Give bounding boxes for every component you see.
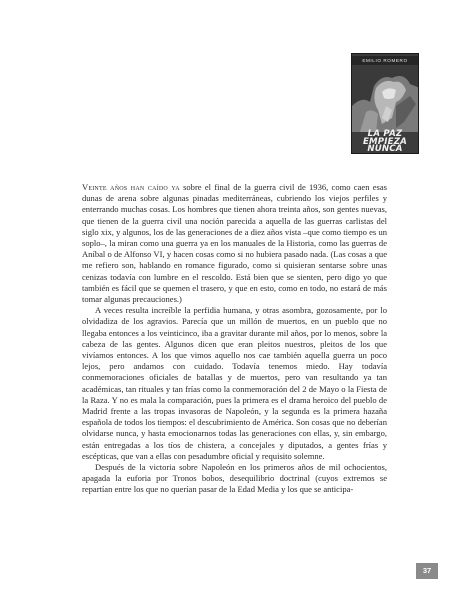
cover-title-line: EMPIEZA <box>362 136 408 147</box>
cover-author: EMILIO ROMERO <box>352 56 418 65</box>
cover-title <box>352 131 418 154</box>
book-cover-image <box>351 53 419 154</box>
cover-title-line: NUNCA <box>367 144 403 154</box>
paragraph: Después de la victoria sobre Napoleón en los primeros años de mil ochocientos, apagada la euforia por Tronos bobos, desequilibrio doctrinal (cuyos extremos se repartían entre los que no querían pasar de la Edad Media y los que se anticipa- <box>82 462 387 495</box>
body-text <box>82 182 387 496</box>
page-number: 37 <box>416 563 438 579</box>
paragraph: A veces resulta increíble la perfidia humana, y otras asombra, gozosamente, por lo olvidadiza de los agravios. Parecía que un millón de muertos, en un pueblo que no llegaba entonces a los veinticinco, iba a gravitar durante mil años, por lo menos, sobre la cabeza de las gentes. Algunos dicen que eran pleitos nuestros, pleitos de los que vivíamos entonces. A los que vimos aquello nos cae también aquella guerra un poco lejos, pero andamos con cuidado. Todavía tenemos miedo. Hay todavía conmemoraciones oficiales de batallas y de muertos, pero van resultando ya tan académicas, tan rituales y tan frías como la conmemoración del 2 de Mayo o la Fiesta de la Raza. Y no es mala la comparación, pues la primera es el drama heroico del pueblo de Madrid frente a las tropas invasoras de Napoleón, y la segunda es la primera hazaña española de todos los tiempos: el descubrimiento de América. Son cosas que no deberían olvidarse nunca, y hasta emocionarnos todas las generaciones con ellas, y, sin embargo, están entregadas a los tíos de chistera, a concejales y diputados, a gentes frías y escépticas, que van a ellas con pesadumbre oficial y requisito solemne. <box>82 305 387 461</box>
paragraph-text: sobre el final de la guerra civil de 1936, como caen esas dunas de arena sobre algunas pinadas mediterráneas, cubriendo los viejos perfiles y enterrando muchas cosas. Los hombres que tienen ahora treinta años, son gentes nuevas, que tienen de la guerra civil una noción parecida a aquella de las guerras carlistas del siglo xix, y algunos, los de las generaciones de a diez años vista –que como tiempo es un soplo–, la miran como una guerra ya en los manuales de la Historia, como las guerras de Aníbal o de Alfonso VI, y hacen cosas como si no hubiera pasado nada. (Las cosas a que me refiero son, hablando en romance figurado, como si quisieran sentarse sobre unas cenizas todavía con lumbre en el rescoldo. Está bien que se sienten, pero digo yo que también es fácil que se quemen el trasero, y que en esto, como en todo, no estará de más tomar algunas precauciones.) <box>82 182 387 305</box>
paragraph-lead-in: Veinte años han caído ya <box>82 182 180 192</box>
cover-title-line: LA PAZ <box>367 129 403 139</box>
cover-illustration <box>352 66 419 132</box>
paragraph <box>82 182 387 305</box>
